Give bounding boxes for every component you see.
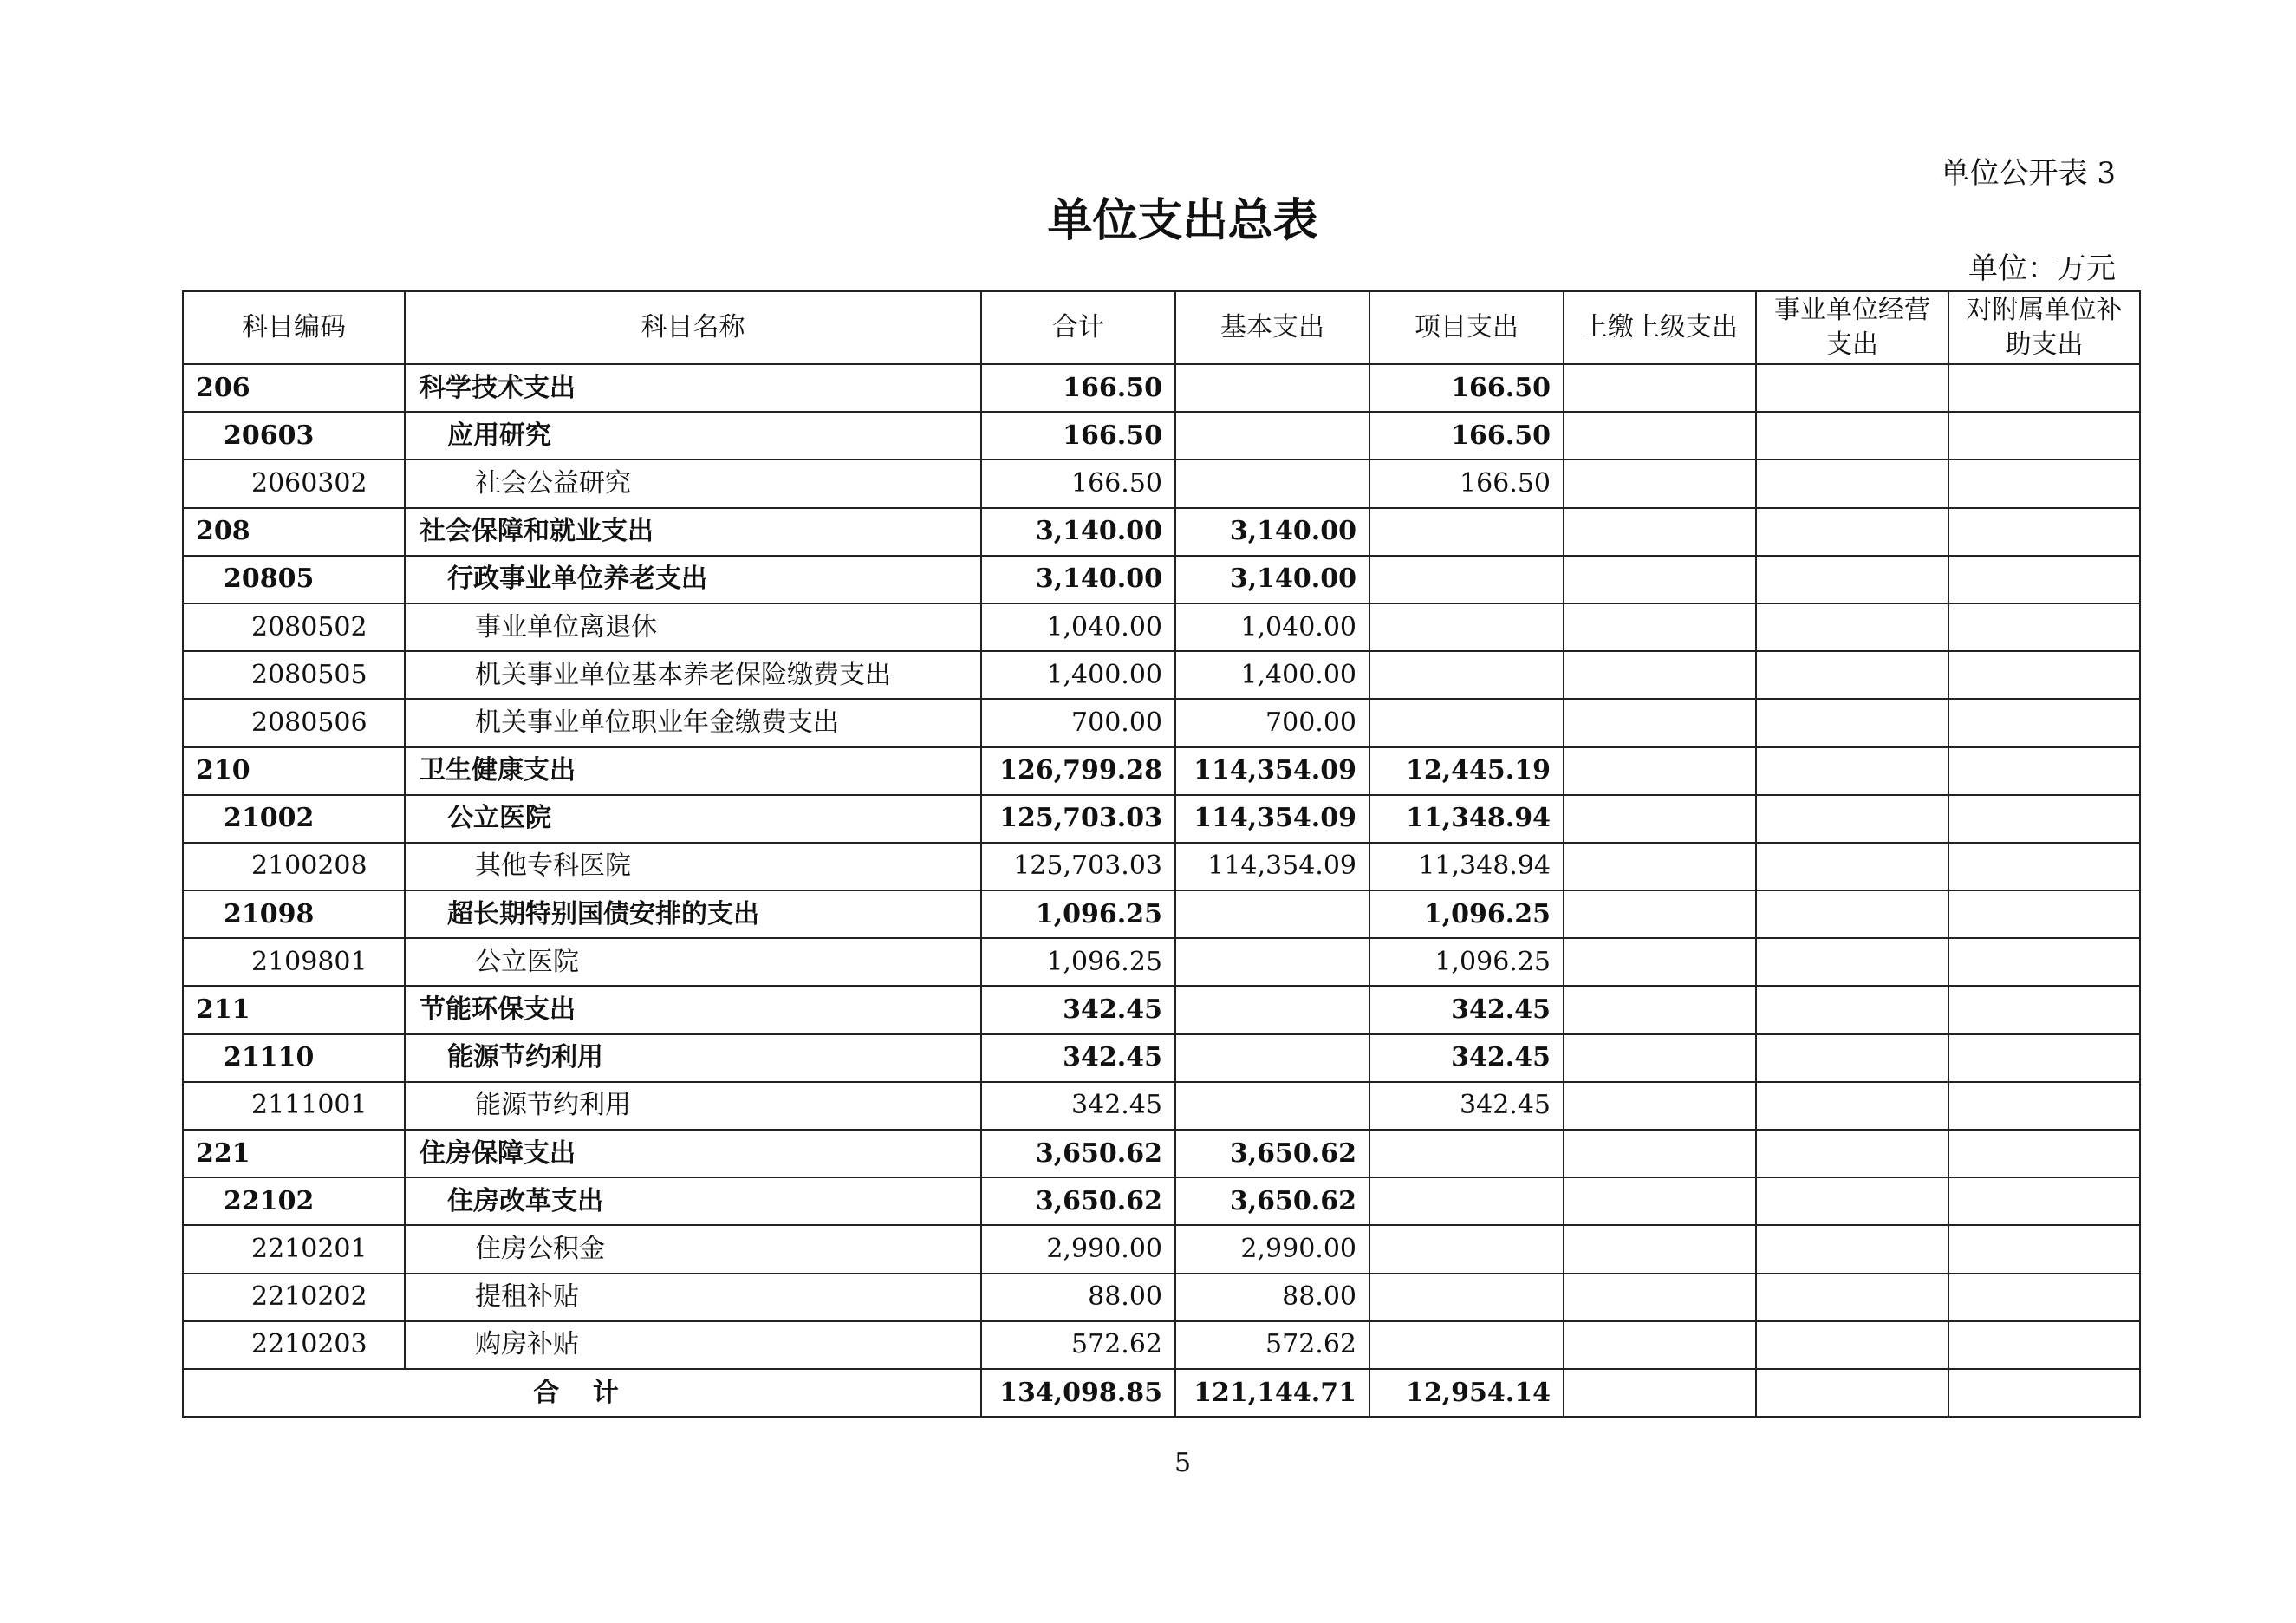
cell-basic: 700.00 [1175,699,1369,746]
cell-basic [1175,890,1369,938]
cell-basic: 3,650.62 [1175,1130,1369,1177]
cell-upper [1564,364,1756,412]
cell-name: 科学技术支出 [405,364,981,412]
cell-upper [1564,1274,1756,1321]
cell-total: 3,140.00 [981,508,1175,556]
page-title: 单位支出总表 [1047,194,1318,247]
cell-total: 125,703.03 [981,843,1175,890]
cell-code: 2111001 [183,1082,405,1130]
cell-subsidy [1948,1274,2140,1321]
cell-upper [1564,1225,1756,1273]
cell-project: 1,096.25 [1369,938,1564,986]
cell-basic [1175,986,1369,1033]
cell-business [1756,556,1948,603]
cell-business [1756,938,1948,986]
cell-upper [1564,986,1756,1033]
cell-total: 342.45 [981,986,1175,1033]
cell-subsidy [1948,1321,2140,1369]
cell-upper [1564,747,1756,795]
header-subsidy: 对附属单位补助支出 [1948,291,2140,364]
cell-code: 21110 [183,1034,405,1082]
cell-project: 12,445.19 [1369,747,1564,795]
cell-subsidy [1948,412,2140,460]
header-basic: 基本支出 [1175,291,1369,364]
table-row [183,1225,2140,1273]
cell-name: 住房公积金 [405,1225,981,1273]
cell-project: 11,348.94 [1369,843,1564,890]
cell-subsidy [1948,1225,2140,1273]
cell-business [1756,1274,1948,1321]
cell-business [1756,986,1948,1033]
table-row [183,1082,2140,1130]
table-row [183,603,2140,651]
cell-subsidy [1948,843,2140,890]
cell-name: 公立医院 [405,795,981,843]
cell-name: 能源节约利用 [405,1034,981,1082]
table-row [183,412,2140,460]
cell-code: 206 [183,364,405,412]
cell-code: 2060302 [183,460,405,507]
cell-business [1756,843,1948,890]
cell-upper [1564,651,1756,699]
cell-basic: 3,650.62 [1175,1177,1369,1225]
cell-code: 2080502 [183,603,405,651]
cell-basic: 114,354.09 [1175,747,1369,795]
cell-project: 342.45 [1369,1082,1564,1130]
total-row [183,1369,2140,1417]
cell-basic: 114,354.09 [1175,795,1369,843]
cell-project: 11,348.94 [1369,795,1564,843]
cell-business [1756,1034,1948,1082]
cell-business [1756,1130,1948,1177]
cell-name: 社会保障和就业支出 [405,508,981,556]
total-upper [1564,1369,1756,1417]
cell-code: 2210203 [183,1321,405,1369]
cell-code: 21002 [183,795,405,843]
cell-basic [1175,412,1369,460]
page-number: 5 [1174,1448,1192,1478]
cell-subsidy [1948,508,2140,556]
cell-code: 20805 [183,556,405,603]
cell-basic [1175,938,1369,986]
cell-total: 3,650.62 [981,1177,1175,1225]
total-total: 134,098.85 [981,1369,1175,1417]
cell-total: 125,703.03 [981,795,1175,843]
cell-total: 700.00 [981,699,1175,746]
cell-basic [1175,1082,1369,1130]
cell-name: 节能环保支出 [405,986,981,1033]
cell-total: 166.50 [981,412,1175,460]
cell-basic [1175,460,1369,507]
table-row [183,460,2140,507]
cell-total: 126,799.28 [981,747,1175,795]
cell-total: 3,140.00 [981,556,1175,603]
cell-upper [1564,1034,1756,1082]
cell-name: 能源节约利用 [405,1082,981,1130]
cell-upper [1564,1321,1756,1369]
cell-total: 1,040.00 [981,603,1175,651]
cell-business [1756,1225,1948,1273]
cell-project [1369,1321,1564,1369]
cell-name: 卫生健康支出 [405,747,981,795]
cell-business [1756,890,1948,938]
cell-basic: 1,400.00 [1175,651,1369,699]
cell-project [1369,1130,1564,1177]
cell-subsidy [1948,986,2140,1033]
cell-project: 166.50 [1369,460,1564,507]
cell-subsidy [1948,1130,2140,1177]
cell-subsidy [1948,364,2140,412]
cell-code: 22102 [183,1177,405,1225]
cell-name: 行政事业单位养老支出 [405,556,981,603]
cell-business [1756,747,1948,795]
cell-subsidy [1948,1034,2140,1082]
cell-subsidy [1948,890,2140,938]
total-subsidy [1948,1369,2140,1417]
total-label: 合 计 [183,1369,981,1417]
cell-name: 机关事业单位基本养老保险缴费支出 [405,651,981,699]
cell-name: 提租补贴 [405,1274,981,1321]
cell-upper [1564,412,1756,460]
cell-total: 342.45 [981,1034,1175,1082]
cell-total: 166.50 [981,460,1175,507]
form-number: 单位公开表 3 [1940,156,2116,191]
table-row [183,508,2140,556]
cell-code: 2109801 [183,938,405,986]
cell-basic: 3,140.00 [1175,508,1369,556]
cell-name: 其他专科医院 [405,843,981,890]
table-row [183,747,2140,795]
table-row [183,795,2140,843]
cell-total: 342.45 [981,1082,1175,1130]
cell-project [1369,1225,1564,1273]
cell-upper [1564,1082,1756,1130]
cell-upper [1564,843,1756,890]
cell-project [1369,651,1564,699]
cell-code: 20603 [183,412,405,460]
cell-project: 166.50 [1369,364,1564,412]
cell-upper [1564,556,1756,603]
cell-basic: 88.00 [1175,1274,1369,1321]
cell-project [1369,556,1564,603]
header-upper: 上缴上级支出 [1564,291,1756,364]
table-row [183,986,2140,1033]
cell-upper [1564,938,1756,986]
cell-subsidy [1948,747,2140,795]
cell-basic: 1,040.00 [1175,603,1369,651]
cell-basic [1175,364,1369,412]
cell-project [1369,508,1564,556]
cell-subsidy [1948,460,2140,507]
header-business: 事业单位经营支出 [1756,291,1948,364]
header-code: 科目编码 [183,291,405,364]
cell-project: 342.45 [1369,986,1564,1033]
cell-subsidy [1948,556,2140,603]
header-name: 科目名称 [405,291,981,364]
cell-business [1756,1321,1948,1369]
cell-upper [1564,603,1756,651]
cell-business [1756,651,1948,699]
cell-name: 超长期特别国债安排的支出 [405,890,981,938]
cell-subsidy [1948,651,2140,699]
table-row [183,890,2140,938]
cell-business [1756,699,1948,746]
cell-business [1756,1177,1948,1225]
cell-upper [1564,460,1756,507]
cell-upper [1564,508,1756,556]
cell-total: 1,400.00 [981,651,1175,699]
table-row [183,651,2140,699]
cell-code: 21098 [183,890,405,938]
header-total: 合计 [981,291,1175,364]
cell-business [1756,1082,1948,1130]
table-row [183,1177,2140,1225]
cell-project: 1,096.25 [1369,890,1564,938]
cell-name: 应用研究 [405,412,981,460]
cell-upper [1564,699,1756,746]
expenditure-table [182,290,2141,1418]
cell-name: 事业单位离退休 [405,603,981,651]
cell-project: 342.45 [1369,1034,1564,1082]
total-business [1756,1369,1948,1417]
cell-code: 211 [183,986,405,1033]
cell-subsidy [1948,938,2140,986]
table-header-row [183,291,2140,364]
cell-total: 88.00 [981,1274,1175,1321]
table-row [183,699,2140,746]
cell-name: 社会公益研究 [405,460,981,507]
cell-name: 公立医院 [405,938,981,986]
cell-total: 3,650.62 [981,1130,1175,1177]
cell-upper [1564,1130,1756,1177]
cell-business [1756,508,1948,556]
table-row [183,1034,2140,1082]
table-row [183,556,2140,603]
header-project: 项目支出 [1369,291,1564,364]
cell-total: 572.62 [981,1321,1175,1369]
cell-subsidy [1948,1082,2140,1130]
cell-subsidy [1948,699,2140,746]
cell-name: 住房改革支出 [405,1177,981,1225]
cell-total: 166.50 [981,364,1175,412]
cell-project [1369,699,1564,746]
cell-project [1369,1274,1564,1321]
total-project: 12,954.14 [1369,1369,1564,1417]
cell-business [1756,412,1948,460]
cell-basic: 3,140.00 [1175,556,1369,603]
cell-subsidy [1948,603,2140,651]
cell-basic: 114,354.09 [1175,843,1369,890]
cell-total: 1,096.25 [981,890,1175,938]
table-row [183,1321,2140,1369]
cell-basic [1175,1034,1369,1082]
cell-total: 2,990.00 [981,1225,1175,1273]
cell-subsidy [1948,795,2140,843]
cell-upper [1564,1177,1756,1225]
cell-code: 2210202 [183,1274,405,1321]
cell-upper [1564,795,1756,843]
table-row [183,938,2140,986]
cell-code: 2210201 [183,1225,405,1273]
cell-project [1369,603,1564,651]
unit-label: 单位：万元 [1968,251,2116,286]
cell-code: 2080505 [183,651,405,699]
cell-upper [1564,890,1756,938]
cell-code: 208 [183,508,405,556]
cell-business [1756,795,1948,843]
table-row [183,1130,2140,1177]
table-row [183,843,2140,890]
cell-code: 221 [183,1130,405,1177]
cell-business [1756,603,1948,651]
cell-subsidy [1948,1177,2140,1225]
cell-code: 210 [183,747,405,795]
total-basic: 121,144.71 [1175,1369,1369,1417]
cell-basic: 572.62 [1175,1321,1369,1369]
cell-total: 1,096.25 [981,938,1175,986]
table-row [183,364,2140,412]
cell-project [1369,1177,1564,1225]
cell-business [1756,460,1948,507]
cell-name: 住房保障支出 [405,1130,981,1177]
cell-name: 购房补贴 [405,1321,981,1369]
cell-business [1756,364,1948,412]
cell-name: 机关事业单位职业年金缴费支出 [405,699,981,746]
table-row [183,1274,2140,1321]
cell-code: 2080506 [183,699,405,746]
cell-project: 166.50 [1369,412,1564,460]
cell-basic: 2,990.00 [1175,1225,1369,1273]
cell-code: 2100208 [183,843,405,890]
